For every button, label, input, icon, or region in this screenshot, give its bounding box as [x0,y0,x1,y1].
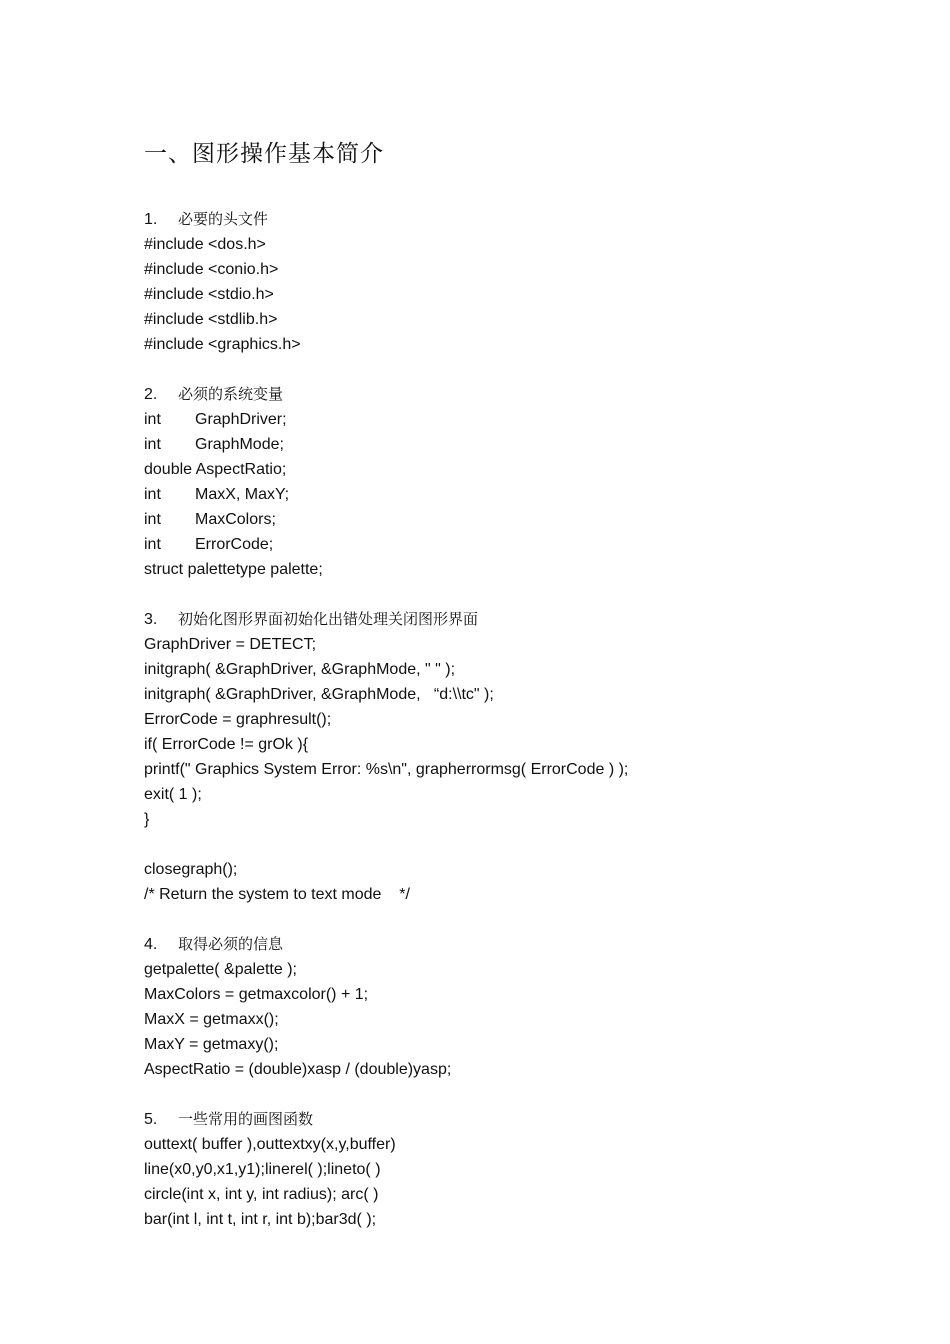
code-line [144,432,904,457]
code-line: printf(" Graphics System Error: %s\n", grapherrormsg( ErrorCode ) ); [144,761,629,778]
code-line: #include <graphics.h> [144,336,301,353]
code-line: MaxColors = getmaxcolor() + 1; [144,986,369,1003]
section-heading [144,932,904,957]
var-name: GraphMode; [195,436,284,453]
code-line: struct palettetype palette; [144,561,323,578]
section-heading [144,1107,904,1132]
code-line: line(x0,y0,x1,y1);linerel( );lineto( ) [144,1161,381,1178]
var-type: int [144,436,161,453]
section-heading [144,607,904,632]
section-heading [144,382,904,407]
document-body [144,207,904,1232]
section-number: 2. [144,386,158,403]
section-title: 一些常用的画图函数 [178,1110,314,1128]
code-line: MaxY = getmaxy(); [144,1036,279,1053]
section-title: 取得必须的信息 [178,935,284,953]
code-line: #include <stdlib.h> [144,311,278,328]
spacer [144,582,904,607]
code-line: initgraph( &GraphDriver, &GraphMode, " " ); [144,661,456,678]
code-line [144,482,904,507]
section-number: 3. [144,611,158,628]
section-title: 必要的头文件 [178,210,269,228]
code-line: MaxX = getmaxx(); [144,1011,279,1028]
var-type: int [144,511,161,528]
spacer [144,1082,904,1107]
code-line [144,407,904,432]
var-name: MaxX, MaxY; [195,486,290,503]
code-line [144,507,904,532]
code-line: } [144,811,150,828]
section-title: 初始化图形界面初始化出错处理关闭图形界面 [178,610,479,628]
var-name: MaxColors; [195,511,276,528]
code-line: bar(int l, int t, int r, int b);bar3d( ); [144,1211,377,1228]
section-title: 必须的系统变量 [178,385,284,403]
code-line: initgraph( &GraphDriver, &GraphMode, “d:\\tc" ); [144,686,494,703]
code-line: getpalette( &palette ); [144,961,297,978]
code-line: exit( 1 ); [144,786,202,803]
section-number: 5. [144,1111,158,1128]
code-line: closegraph(); [144,861,238,878]
code-line: GraphDriver = DETECT; [144,636,317,653]
spacer [144,907,904,932]
var-type: int [144,411,161,428]
code-line: if( ErrorCode != grOk ){ [144,736,309,753]
var-type: int [144,536,161,553]
code-line: #include <dos.h> [144,236,266,253]
code-comment: /* Return the system to text mode */ [144,886,410,903]
section-number: 4. [144,936,158,953]
code-line: ErrorCode = graphresult(); [144,711,332,728]
code-line: double AspectRatio; [144,461,287,478]
var-type: int [144,486,161,503]
code-line: outtext( buffer ),outtextxy(x,y,buffer) [144,1136,396,1153]
page-title: 一、图形操作基本简介 [144,141,384,167]
section-heading [144,207,904,232]
code-line: AspectRatio = (double)xasp / (double)yasp; [144,1061,452,1078]
var-name: GraphDriver; [195,411,287,428]
code-line: #include <stdio.h> [144,286,274,303]
code-line: #include <conio.h> [144,261,279,278]
code-line [144,532,904,557]
spacer [144,832,904,857]
code-line: circle(int x, int y, int radius); arc( ) [144,1186,379,1203]
var-name: ErrorCode; [195,536,274,553]
section-number: 1. [144,211,158,228]
spacer [144,357,904,382]
